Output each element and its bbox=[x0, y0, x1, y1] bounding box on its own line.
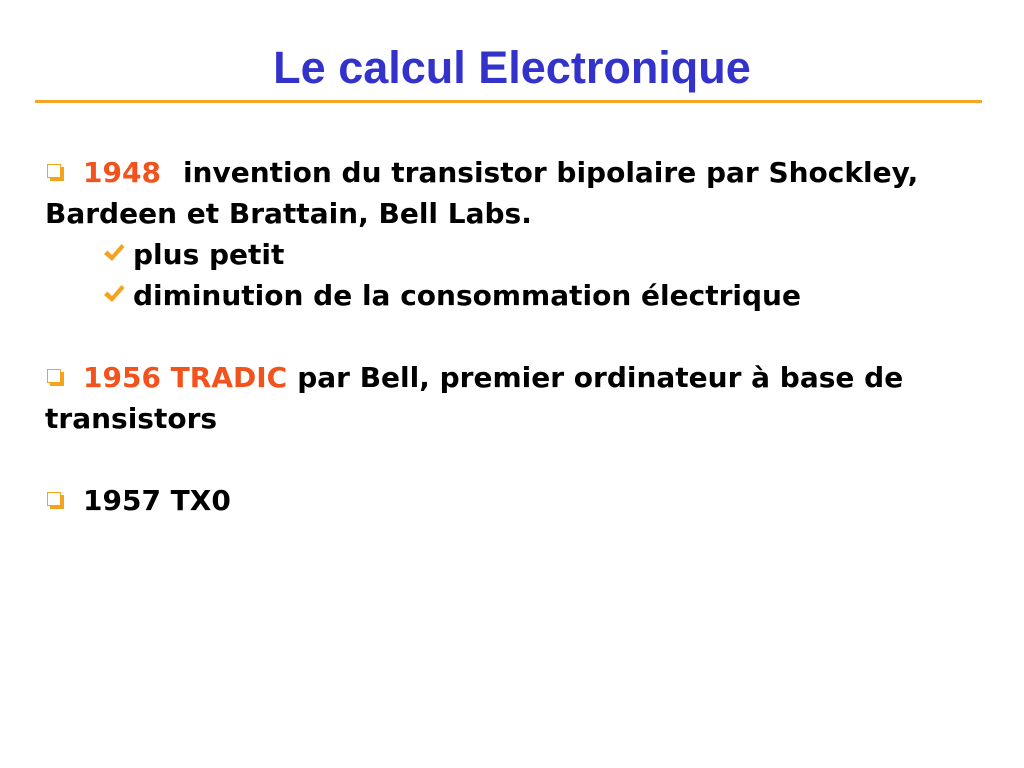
slide-body bbox=[45, 152, 990, 521]
sub-bullet-text: diminution de la consommation électrique bbox=[133, 279, 801, 312]
slide-title: Le calcul Electronique bbox=[273, 42, 751, 93]
bullet-item-1957 bbox=[45, 480, 990, 521]
spacer bbox=[45, 439, 990, 480]
bullet-text: par Bell, premier ordinateur à base de transistors bbox=[45, 361, 904, 435]
sub-bullet-text: plus petit bbox=[133, 238, 285, 271]
sub-bullet-item bbox=[103, 234, 990, 275]
square-bullet-icon bbox=[47, 164, 61, 178]
bullet-text: 1957 TX0 bbox=[83, 484, 231, 517]
sub-bullet-item bbox=[103, 275, 990, 316]
spacer bbox=[45, 316, 990, 357]
bullet-highlight: 1956 TRADIC bbox=[83, 361, 288, 394]
bullet-item-1956 bbox=[45, 357, 990, 439]
square-bullet-icon bbox=[47, 369, 61, 383]
bullet-text: invention du transistor bipolaire par Shockley, Bardeen et Brattain, Bell Labs. bbox=[45, 156, 919, 230]
check-icon bbox=[103, 284, 125, 304]
sub-bullet-list bbox=[45, 234, 990, 316]
bullet-item-1948 bbox=[45, 152, 990, 234]
title-divider bbox=[35, 100, 982, 103]
bullet-highlight: 1948 bbox=[83, 156, 161, 189]
square-bullet-icon bbox=[47, 492, 61, 506]
check-icon bbox=[103, 243, 125, 263]
